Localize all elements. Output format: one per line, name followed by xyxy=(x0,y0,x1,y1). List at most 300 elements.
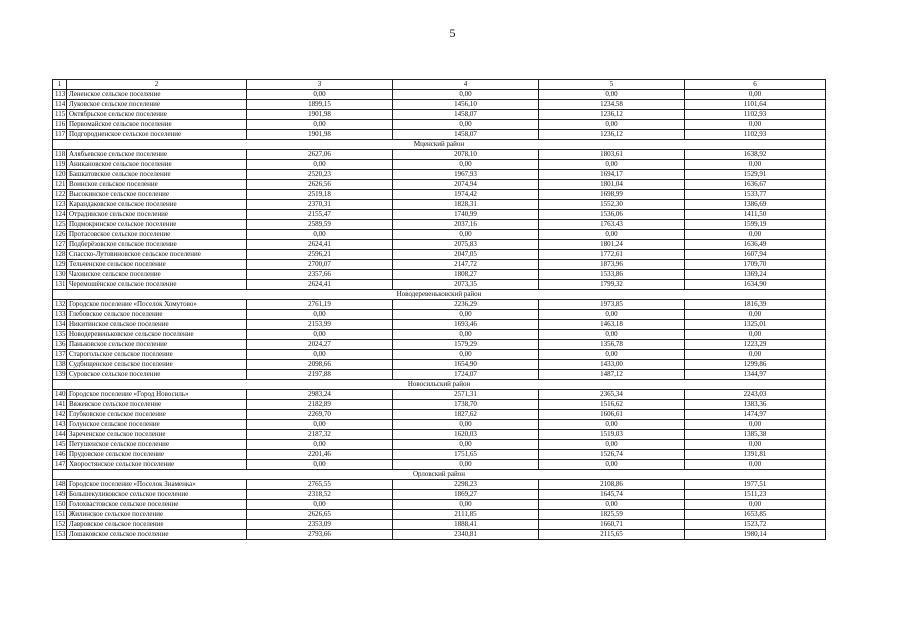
value-cell: 1385,38 xyxy=(685,430,826,440)
table-row xyxy=(53,180,826,190)
table-row xyxy=(53,530,826,540)
table-row xyxy=(53,450,826,460)
value-cell: 0,00 xyxy=(685,160,826,170)
value-cell: 0,00 xyxy=(685,90,826,100)
settlement-name: Высокинское сельское поселение xyxy=(67,190,247,200)
settlement-name: Луковское сельское поселение xyxy=(67,100,247,110)
value-cell: 1325,01 xyxy=(685,320,826,330)
value-cell: 0,00 xyxy=(539,120,685,130)
value-cell: 0,00 xyxy=(393,310,539,320)
value-cell: 1967,93 xyxy=(393,170,539,180)
value-cell: 1634,90 xyxy=(685,280,826,290)
value-cell: 2108,86 xyxy=(539,480,685,490)
row-number: 145 xyxy=(53,440,67,450)
value-cell: 2793,66 xyxy=(247,530,393,540)
row-number: 147 xyxy=(53,460,67,470)
settlement-name: Никитинское сельское поселение xyxy=(67,320,247,330)
settlement-name: Глебовское сельское поселение xyxy=(67,310,247,320)
value-cell: 1552,30 xyxy=(539,200,685,210)
value-cell: 2520,23 xyxy=(247,170,393,180)
value-cell: 2153,99 xyxy=(247,320,393,330)
value-cell: 2983,24 xyxy=(247,390,393,400)
value-cell: 2626,56 xyxy=(247,180,393,190)
value-cell: 2626,65 xyxy=(247,510,393,520)
value-cell: 1487,12 xyxy=(539,370,685,380)
value-cell: 2298,23 xyxy=(393,480,539,490)
row-number: 114 xyxy=(53,100,67,110)
settlement-name: Голунское сельское поселение xyxy=(67,420,247,430)
row-number: 139 xyxy=(53,370,67,380)
value-cell: 1223,29 xyxy=(685,340,826,350)
value-cell: 1511,23 xyxy=(685,490,826,500)
district-name: Мценский район xyxy=(53,140,826,150)
value-cell: 0,00 xyxy=(539,350,685,360)
value-cell: 2187,32 xyxy=(247,430,393,440)
value-cell: 2596,21 xyxy=(247,250,393,260)
value-cell: 0,00 xyxy=(393,440,539,450)
value-cell: 2075,83 xyxy=(393,240,539,250)
settlement-name: Голохвастовское сельское поселение xyxy=(67,500,247,510)
value-cell: 0,00 xyxy=(393,420,539,430)
settlement-name: Зареченское сельское поселение xyxy=(67,430,247,440)
settlement-name: Тельченское сельское поселение xyxy=(67,260,247,270)
value-cell: 1620,03 xyxy=(393,430,539,440)
district-section-row xyxy=(53,290,826,300)
table-row xyxy=(53,440,826,450)
value-cell: 0,00 xyxy=(539,440,685,450)
value-cell: 1533,77 xyxy=(685,190,826,200)
table-row xyxy=(53,370,826,380)
value-cell: 0,00 xyxy=(393,120,539,130)
value-cell: 2201,46 xyxy=(247,450,393,460)
table-row xyxy=(53,190,826,200)
table-row xyxy=(53,250,826,260)
settlements-table xyxy=(52,79,826,540)
row-number: 129 xyxy=(53,260,67,270)
row-number: 134 xyxy=(53,320,67,330)
settlement-name: Городское поселение «Поселок Знаменка» xyxy=(67,480,247,490)
page-number: 5 xyxy=(449,26,456,40)
value-cell: 1636,49 xyxy=(685,240,826,250)
value-cell: 1869,27 xyxy=(393,490,539,500)
table-row xyxy=(53,90,826,100)
row-number: 142 xyxy=(53,410,67,420)
column-number-header: 4 xyxy=(393,80,539,90)
value-cell: 2353,09 xyxy=(247,520,393,530)
value-cell: 2765,55 xyxy=(247,480,393,490)
table-row xyxy=(53,110,826,120)
row-number: 128 xyxy=(53,250,67,260)
value-cell: 2182,89 xyxy=(247,400,393,410)
row-number: 138 xyxy=(53,360,67,370)
value-cell: 2761,19 xyxy=(247,300,393,310)
value-cell: 1693,46 xyxy=(393,320,539,330)
settlement-name: Аникановское сельское поселение xyxy=(67,160,247,170)
settlement-name: Отрадинское сельское поселение xyxy=(67,210,247,220)
table-row xyxy=(53,280,826,290)
value-cell: 2624,41 xyxy=(247,280,393,290)
value-cell: 1636,67 xyxy=(685,180,826,190)
value-cell: 1709,70 xyxy=(685,260,826,270)
value-cell: 0,00 xyxy=(247,310,393,320)
settlement-name: Карандаковское сельское поселение xyxy=(67,200,247,210)
table-row xyxy=(53,320,826,330)
value-cell: 2047,05 xyxy=(393,250,539,260)
value-cell: 0,00 xyxy=(539,230,685,240)
settlement-name: Воинское сельское поселение xyxy=(67,180,247,190)
table-row xyxy=(53,490,826,500)
value-cell: 0,00 xyxy=(685,440,826,450)
row-number: 116 xyxy=(53,120,67,130)
value-cell: 0,00 xyxy=(247,500,393,510)
value-cell: 2073,35 xyxy=(393,280,539,290)
value-cell: 1523,72 xyxy=(685,520,826,530)
value-cell: 0,00 xyxy=(685,420,826,430)
table-row xyxy=(53,500,826,510)
value-cell: 1825,59 xyxy=(539,510,685,520)
value-cell: 1236,12 xyxy=(539,130,685,140)
value-cell: 1102,93 xyxy=(685,110,826,120)
value-cell: 2111,85 xyxy=(393,510,539,520)
settlement-name: Подберёзовское сельское поселение xyxy=(67,240,247,250)
value-cell: 2370,31 xyxy=(247,200,393,210)
row-number: 153 xyxy=(53,530,67,540)
table-row xyxy=(53,240,826,250)
table-row xyxy=(53,350,826,360)
settlement-name: Лененское сельское поселение xyxy=(67,90,247,100)
row-number: 143 xyxy=(53,420,67,430)
value-cell: 0,00 xyxy=(393,460,539,470)
table-row xyxy=(53,310,826,320)
row-number: 118 xyxy=(53,150,67,160)
row-number: 126 xyxy=(53,230,67,240)
value-cell: 2236,29 xyxy=(393,300,539,310)
value-cell: 0,00 xyxy=(685,500,826,510)
settlement-name: Новодеревеньковское сельское поселение xyxy=(67,330,247,340)
column-number-header: 1 xyxy=(53,80,67,90)
table-row xyxy=(53,270,826,280)
table-row xyxy=(53,300,826,310)
row-number: 137 xyxy=(53,350,67,360)
table-row xyxy=(53,220,826,230)
value-cell: 1828,31 xyxy=(393,200,539,210)
settlement-name: Подмокринское сельское поселение xyxy=(67,220,247,230)
row-number: 119 xyxy=(53,160,67,170)
column-number-header-row xyxy=(53,80,826,90)
settlement-name: Прудовское сельское поселение xyxy=(67,450,247,460)
table-row xyxy=(53,260,826,270)
column-number-header: 2 xyxy=(67,80,247,90)
value-cell: 1606,61 xyxy=(539,410,685,420)
value-cell: 1533,86 xyxy=(539,270,685,280)
value-cell: 1234,58 xyxy=(539,100,685,110)
table-row xyxy=(53,360,826,370)
settlement-name: Лошаковское сельское поселение xyxy=(67,530,247,540)
value-cell: 1299,86 xyxy=(685,360,826,370)
row-number: 146 xyxy=(53,450,67,460)
value-cell: 2024,27 xyxy=(247,340,393,350)
value-cell: 0,00 xyxy=(393,90,539,100)
value-cell: 2365,34 xyxy=(539,390,685,400)
row-number: 130 xyxy=(53,270,67,280)
settlement-name: Спасско-Лутовиновское сельское поселение xyxy=(67,250,247,260)
value-cell: 1980,14 xyxy=(685,530,826,540)
row-number: 151 xyxy=(53,510,67,520)
table-row xyxy=(53,520,826,530)
value-cell: 0,00 xyxy=(539,310,685,320)
value-cell: 1653,85 xyxy=(685,510,826,520)
value-cell: 1808,27 xyxy=(393,270,539,280)
row-number: 113 xyxy=(53,90,67,100)
row-number: 140 xyxy=(53,390,67,400)
settlement-name: Старогольское сельское поселение xyxy=(67,350,247,360)
value-cell: 2037,16 xyxy=(393,220,539,230)
value-cell: 1458,07 xyxy=(393,130,539,140)
table-row xyxy=(53,130,826,140)
value-cell: 1801,04 xyxy=(539,180,685,190)
row-number: 121 xyxy=(53,180,67,190)
value-cell: 0,00 xyxy=(247,460,393,470)
value-cell: 2571,31 xyxy=(393,390,539,400)
table-row xyxy=(53,330,826,340)
value-cell: 0,00 xyxy=(685,330,826,340)
value-cell: 0,00 xyxy=(393,230,539,240)
row-number: 148 xyxy=(53,480,67,490)
settlement-name: Большекуликовское сельское поселение xyxy=(67,490,247,500)
column-number-header: 3 xyxy=(247,80,393,90)
value-cell: 0,00 xyxy=(247,420,393,430)
row-number: 149 xyxy=(53,490,67,500)
settlement-name: Паньковское сельское поселение xyxy=(67,340,247,350)
settlement-name: Судбищенское сельское поселение xyxy=(67,360,247,370)
value-cell: 1463,18 xyxy=(539,320,685,330)
value-cell: 1383,36 xyxy=(685,400,826,410)
value-cell: 1458,07 xyxy=(393,110,539,120)
value-cell: 2624,41 xyxy=(247,240,393,250)
table-row xyxy=(53,100,826,110)
value-cell: 1772,61 xyxy=(539,250,685,260)
value-cell: 2115,65 xyxy=(539,530,685,540)
value-cell: 1888,41 xyxy=(393,520,539,530)
table-row xyxy=(53,420,826,430)
value-cell: 1827,62 xyxy=(393,410,539,420)
value-cell: 2269,70 xyxy=(247,410,393,420)
value-cell: 0,00 xyxy=(247,90,393,100)
value-cell: 1356,78 xyxy=(539,340,685,350)
value-cell: 0,00 xyxy=(685,350,826,360)
settlement-name: Башкатовское сельское поселение xyxy=(67,170,247,180)
value-cell: 2318,52 xyxy=(247,490,393,500)
table-row xyxy=(53,480,826,490)
district-name: Орловский район xyxy=(53,470,826,480)
value-cell: 1516,62 xyxy=(539,400,685,410)
value-cell: 0,00 xyxy=(393,330,539,340)
value-cell: 0,00 xyxy=(247,330,393,340)
settlement-name: Хворостянское сельское поселение xyxy=(67,460,247,470)
settlement-name: Вяжевское сельское поселение xyxy=(67,400,247,410)
settlement-name: Петушенское сельское поселение xyxy=(67,440,247,450)
district-section-row xyxy=(53,380,826,390)
value-cell: 1386,69 xyxy=(685,200,826,210)
value-cell: 1529,91 xyxy=(685,170,826,180)
value-cell: 1654,90 xyxy=(393,360,539,370)
value-cell: 0,00 xyxy=(393,350,539,360)
value-cell: 2700,07 xyxy=(247,260,393,270)
value-cell: 1344,97 xyxy=(685,370,826,380)
value-cell: 1474,97 xyxy=(685,410,826,420)
value-cell: 1816,39 xyxy=(685,300,826,310)
table-row xyxy=(53,120,826,130)
value-cell: 1579,29 xyxy=(393,340,539,350)
value-cell: 2197,88 xyxy=(247,370,393,380)
value-cell: 1536,06 xyxy=(539,210,685,220)
row-number: 152 xyxy=(53,520,67,530)
value-cell: 1694,17 xyxy=(539,170,685,180)
row-number: 131 xyxy=(53,280,67,290)
table-row xyxy=(53,510,826,520)
value-cell: 2147,72 xyxy=(393,260,539,270)
value-cell: 0,00 xyxy=(247,350,393,360)
settlement-name: Октябрьское сельское поселение xyxy=(67,110,247,120)
value-cell: 1740,99 xyxy=(393,210,539,220)
value-cell: 2074,94 xyxy=(393,180,539,190)
settlement-name: Первомайское сельское поселение xyxy=(67,120,247,130)
value-cell: 2357,66 xyxy=(247,270,393,280)
value-cell: 1101,64 xyxy=(685,100,826,110)
value-cell: 0,00 xyxy=(539,330,685,340)
table-row xyxy=(53,390,826,400)
row-number: 124 xyxy=(53,210,67,220)
row-number: 115 xyxy=(53,110,67,120)
settlement-name: Глубковское сельское поселение xyxy=(67,410,247,420)
settlement-name: Протасовское сельское поселение xyxy=(67,230,247,240)
value-cell: 1698,99 xyxy=(539,190,685,200)
row-number: 123 xyxy=(53,200,67,210)
column-number-header: 5 xyxy=(539,80,685,90)
value-cell: 0,00 xyxy=(685,230,826,240)
value-cell: 1645,74 xyxy=(539,490,685,500)
value-cell: 1599,19 xyxy=(685,220,826,230)
value-cell: 1660,71 xyxy=(539,520,685,530)
value-cell: 1901,98 xyxy=(247,110,393,120)
table-row xyxy=(53,170,826,180)
value-cell: 1236,12 xyxy=(539,110,685,120)
value-cell: 1638,92 xyxy=(685,150,826,160)
value-cell: 0,00 xyxy=(247,230,393,240)
value-cell: 2098,66 xyxy=(247,360,393,370)
district-name: Новодеревеньковский район xyxy=(53,290,826,300)
table-row xyxy=(53,200,826,210)
value-cell: 2519,18 xyxy=(247,190,393,200)
value-cell: 0,00 xyxy=(539,420,685,430)
row-number: 125 xyxy=(53,220,67,230)
settlement-name: Алябьевское сельское поселение xyxy=(67,150,247,160)
table-row xyxy=(53,340,826,350)
value-cell: 1369,24 xyxy=(685,270,826,280)
table-row xyxy=(53,160,826,170)
district-section-row xyxy=(53,470,826,480)
table-row xyxy=(53,400,826,410)
settlement-name: Лавровское сельское поселение xyxy=(67,520,247,530)
table-row xyxy=(53,410,826,420)
row-number: 135 xyxy=(53,330,67,340)
value-cell: 2155,47 xyxy=(247,210,393,220)
value-cell: 0,00 xyxy=(539,460,685,470)
value-cell: 0,00 xyxy=(247,120,393,130)
value-cell: 0,00 xyxy=(539,500,685,510)
value-cell: 1519,03 xyxy=(539,430,685,440)
value-cell: 1799,32 xyxy=(539,280,685,290)
value-cell: 1801,24 xyxy=(539,240,685,250)
row-number: 133 xyxy=(53,310,67,320)
value-cell: 0,00 xyxy=(393,160,539,170)
value-cell: 1607,94 xyxy=(685,250,826,260)
value-cell: 2243,03 xyxy=(685,390,826,400)
row-number: 141 xyxy=(53,400,67,410)
table-row xyxy=(53,210,826,220)
value-cell: 0,00 xyxy=(393,500,539,510)
value-cell: 1102,93 xyxy=(685,130,826,140)
row-number: 132 xyxy=(53,300,67,310)
table-row xyxy=(53,150,826,160)
table-row xyxy=(53,430,826,440)
row-number: 122 xyxy=(53,190,67,200)
row-number: 144 xyxy=(53,430,67,440)
settlement-name: Подгородненское сельское поселение xyxy=(67,130,247,140)
value-cell: 1526,74 xyxy=(539,450,685,460)
value-cell: 0,00 xyxy=(685,460,826,470)
value-cell: 1873,96 xyxy=(539,260,685,270)
value-cell: 1901,98 xyxy=(247,130,393,140)
row-number: 117 xyxy=(53,130,67,140)
settlement-name: Городское поселение «Поселок Хомутово» xyxy=(67,300,247,310)
district-name: Новосильский район xyxy=(53,380,826,390)
value-cell: 1899,15 xyxy=(247,100,393,110)
value-cell: 1738,70 xyxy=(393,400,539,410)
value-cell: 0,00 xyxy=(539,90,685,100)
value-cell: 2340,81 xyxy=(393,530,539,540)
value-cell: 1977,51 xyxy=(685,480,826,490)
table-row xyxy=(53,230,826,240)
value-cell: 1411,50 xyxy=(685,210,826,220)
value-cell: 0,00 xyxy=(247,440,393,450)
row-number: 127 xyxy=(53,240,67,250)
table-row xyxy=(53,460,826,470)
value-cell: 0,00 xyxy=(247,160,393,170)
column-number-header: 6 xyxy=(685,80,826,90)
settlement-name: Чахинское сельское поселение xyxy=(67,270,247,280)
settlement-name: Суровское сельское поселение xyxy=(67,370,247,380)
value-cell: 0,00 xyxy=(685,310,826,320)
value-cell: 1724,07 xyxy=(393,370,539,380)
row-number: 136 xyxy=(53,340,67,350)
value-cell: 1803,61 xyxy=(539,150,685,160)
value-cell: 1433,00 xyxy=(539,360,685,370)
settlement-name: Жилинское сельское поселение xyxy=(67,510,247,520)
district-section-row xyxy=(53,140,826,150)
row-number: 150 xyxy=(53,500,67,510)
value-cell: 2589,59 xyxy=(247,220,393,230)
value-cell: 1974,42 xyxy=(393,190,539,200)
value-cell: 0,00 xyxy=(685,120,826,130)
value-cell: 0,00 xyxy=(539,160,685,170)
value-cell: 1751,65 xyxy=(393,450,539,460)
settlement-name: Городское поселение «Город Новосиль» xyxy=(67,390,247,400)
value-cell: 1973,85 xyxy=(539,300,685,310)
value-cell: 1763,43 xyxy=(539,220,685,230)
settlement-name: Черемошёнское сельское поселение xyxy=(67,280,247,290)
value-cell: 1456,10 xyxy=(393,100,539,110)
